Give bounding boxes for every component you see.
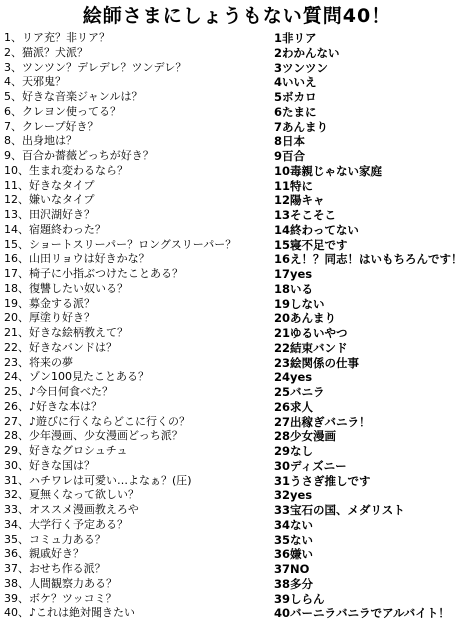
question-text: 38、人間観察力ある？ bbox=[4, 576, 117, 590]
question-text: 37、おせち作る派？ bbox=[4, 562, 106, 575]
qa-row bbox=[4, 400, 472, 415]
question-text: 5、好きな音楽ジャンルは？ bbox=[4, 90, 143, 103]
question-text: 31、ハチワレは可愛い…よなぁ？(圧) bbox=[4, 473, 192, 487]
qa-row bbox=[4, 164, 472, 179]
question-text: 16、山田リョウは好きかな？ bbox=[4, 252, 150, 266]
question-text: 29、好きなグロシュチュ bbox=[4, 444, 128, 457]
qa-row bbox=[4, 356, 472, 371]
answer-text: 19しない bbox=[274, 296, 325, 311]
qa-row bbox=[4, 282, 472, 297]
qa-row bbox=[4, 297, 472, 312]
answer-text: 37NO bbox=[274, 562, 310, 576]
question-text: 30、好きな国は？ bbox=[4, 458, 95, 472]
answer-text: 30ディズニー bbox=[274, 458, 347, 473]
qa-row bbox=[4, 503, 472, 518]
qa-row bbox=[4, 120, 472, 135]
answer-text: 23絵関係の仕事 bbox=[274, 355, 360, 370]
qa-row bbox=[4, 134, 472, 149]
qa-row bbox=[4, 518, 472, 533]
qa-row bbox=[4, 326, 472, 341]
qa-row bbox=[4, 267, 472, 282]
question-text: 27、♪遊びに行くならどこに行くの？ bbox=[4, 414, 191, 428]
qa-row bbox=[4, 592, 472, 607]
answer-text: 16え！？同志！はいもちろんです！ bbox=[274, 252, 463, 267]
question-text: 28、少年漫画、少女漫画どっち派？ bbox=[4, 429, 183, 443]
answer-text: 1非リア bbox=[274, 31, 317, 45]
answer-text: 14終わってない bbox=[274, 222, 359, 237]
question-text: 22、好きなバンドは？ bbox=[4, 340, 117, 354]
qa-row bbox=[4, 90, 472, 105]
qa-row bbox=[4, 31, 472, 46]
question-text: 17、椅子に小指ぶつけたことある？ bbox=[4, 267, 183, 280]
answer-text: 21ゆるいやつ bbox=[274, 326, 348, 340]
question-text: 11、好きなタイプ bbox=[4, 178, 95, 192]
question-text: 23、将来の夢 bbox=[4, 355, 73, 369]
question-text: 34、大学行く予定ある？ bbox=[4, 517, 128, 531]
answer-text: 11特に bbox=[274, 178, 314, 193]
qa-row bbox=[4, 208, 472, 223]
answer-text: 28少女漫画 bbox=[274, 429, 337, 444]
answer-text: 17yes bbox=[274, 267, 313, 281]
qa-row bbox=[4, 105, 472, 120]
qa-row bbox=[4, 488, 472, 503]
question-text: 1、リア充？非リア？ bbox=[4, 31, 110, 44]
question-text: 36、親戚好き？ bbox=[4, 547, 84, 561]
answer-text: 31うさぎ推しです bbox=[274, 473, 371, 488]
qa-row bbox=[4, 179, 472, 194]
question-text: 40、♪これは絶対聞きたい bbox=[4, 606, 136, 620]
question-text: 15、ショートスリーパー？ロングスリーパー？ bbox=[4, 237, 237, 251]
answer-text: 27出稼ぎバニラ！ bbox=[274, 414, 371, 429]
answer-text: 29なし bbox=[274, 444, 314, 458]
qa-row bbox=[4, 429, 472, 444]
answer-text: 26求人 bbox=[274, 399, 314, 414]
qa-row bbox=[4, 533, 472, 548]
qa-row bbox=[4, 474, 472, 489]
qa-row bbox=[4, 577, 472, 592]
question-text: 7、クレープ好き？ bbox=[4, 119, 99, 133]
answer-text: 22結束バンド bbox=[274, 340, 348, 355]
qa-row bbox=[4, 46, 472, 61]
answer-text: 7あんまり bbox=[274, 119, 329, 134]
answer-text: 5ボカロ bbox=[274, 90, 317, 104]
answer-text: 34ない bbox=[274, 517, 314, 532]
qa-row bbox=[4, 193, 472, 208]
qa-row bbox=[4, 459, 472, 474]
answer-text: 2わかんない bbox=[274, 45, 340, 60]
answer-text: 6たまに bbox=[274, 104, 317, 119]
qa-row bbox=[4, 341, 472, 356]
answer-text: 15寝不足です bbox=[274, 237, 348, 252]
answer-text: 9百合 bbox=[274, 149, 306, 163]
question-text: 21、好きな絵柄教えて？ bbox=[4, 326, 128, 339]
qa-row bbox=[4, 562, 472, 577]
qa-row bbox=[4, 61, 472, 76]
qa-row bbox=[4, 75, 472, 90]
qa-row bbox=[4, 149, 472, 164]
answer-text: 4いいえ bbox=[274, 75, 317, 90]
answer-text: 36嫌い bbox=[274, 547, 314, 562]
answer-text: 20あんまり bbox=[274, 311, 337, 326]
answer-text: 40バーニラバニラでアルバイト！ bbox=[274, 606, 450, 621]
question-text: 10、生まれ変わるなら？ bbox=[4, 163, 128, 177]
answer-text: 35ない bbox=[274, 532, 314, 547]
qa-row bbox=[4, 223, 472, 238]
page-title: 絵師さまにしょうもない質問40！ bbox=[82, 5, 392, 27]
answer-text: 10毒親じゃない家庭 bbox=[274, 163, 383, 178]
qa-row bbox=[4, 606, 472, 621]
answer-text: 38多分 bbox=[274, 576, 314, 591]
question-text: 8、出身地は？ bbox=[4, 134, 77, 148]
question-text: 2、猫派？犬派？ bbox=[4, 45, 88, 59]
question-text: 26、♪好きな本は？ bbox=[4, 399, 103, 413]
qa-row bbox=[4, 252, 472, 267]
question-text: 13、田沢湖好き？ bbox=[4, 208, 95, 221]
question-text: 3、ツンツン？デレデレ？ツンデレ？ bbox=[4, 60, 187, 74]
answer-text: 24yes bbox=[274, 370, 313, 385]
question-text: 12、嫌いなタイプ bbox=[4, 193, 95, 207]
qa-row bbox=[4, 444, 472, 459]
answer-text: 39しらん bbox=[274, 591, 325, 606]
question-text: 4、天邪鬼？ bbox=[4, 75, 66, 89]
qa-row bbox=[4, 370, 472, 385]
question-text: 19、募金する派？ bbox=[4, 296, 95, 310]
question-text: 25、♪今日何食べた？ bbox=[4, 385, 114, 398]
answer-text: 18いる bbox=[274, 281, 314, 296]
qa-row bbox=[4, 238, 472, 253]
question-text: 33、オススメ漫画教えろや bbox=[4, 503, 139, 516]
answer-text: 33宝石の国、メダリスト bbox=[274, 503, 405, 517]
qa-row bbox=[4, 385, 472, 400]
answer-text: 13そこそこ bbox=[274, 208, 337, 222]
question-text: 24、ゾン100見たことある？ bbox=[4, 370, 149, 384]
answer-text: 32yes bbox=[274, 488, 313, 503]
qa-row bbox=[4, 415, 472, 430]
answer-text: 3ツンツン bbox=[274, 60, 329, 75]
question-text: 39、ボケ？ツッコミ？ bbox=[4, 591, 117, 605]
question-text: 20、厚塗り好き？ bbox=[4, 311, 95, 325]
qa-row bbox=[4, 547, 472, 562]
question-text: 9、百合か薔薇どっちが好き？ bbox=[4, 149, 154, 162]
question-text: 18、復讐したい奴いる？ bbox=[4, 281, 128, 295]
qa-row bbox=[4, 311, 472, 326]
question-text: 6、クレヨン使ってる？ bbox=[4, 104, 121, 118]
answer-text: 25バニラ bbox=[274, 385, 325, 399]
answer-text: 12陽キャ bbox=[274, 193, 325, 208]
question-text: 35、コミュ力ある？ bbox=[4, 532, 106, 546]
answer-text: 8日本 bbox=[274, 134, 306, 149]
qa-list bbox=[4, 31, 472, 621]
question-text: 32、夏無くなって欲しい？ bbox=[4, 488, 139, 502]
question-text: 14、宿題終わった？ bbox=[4, 222, 106, 236]
